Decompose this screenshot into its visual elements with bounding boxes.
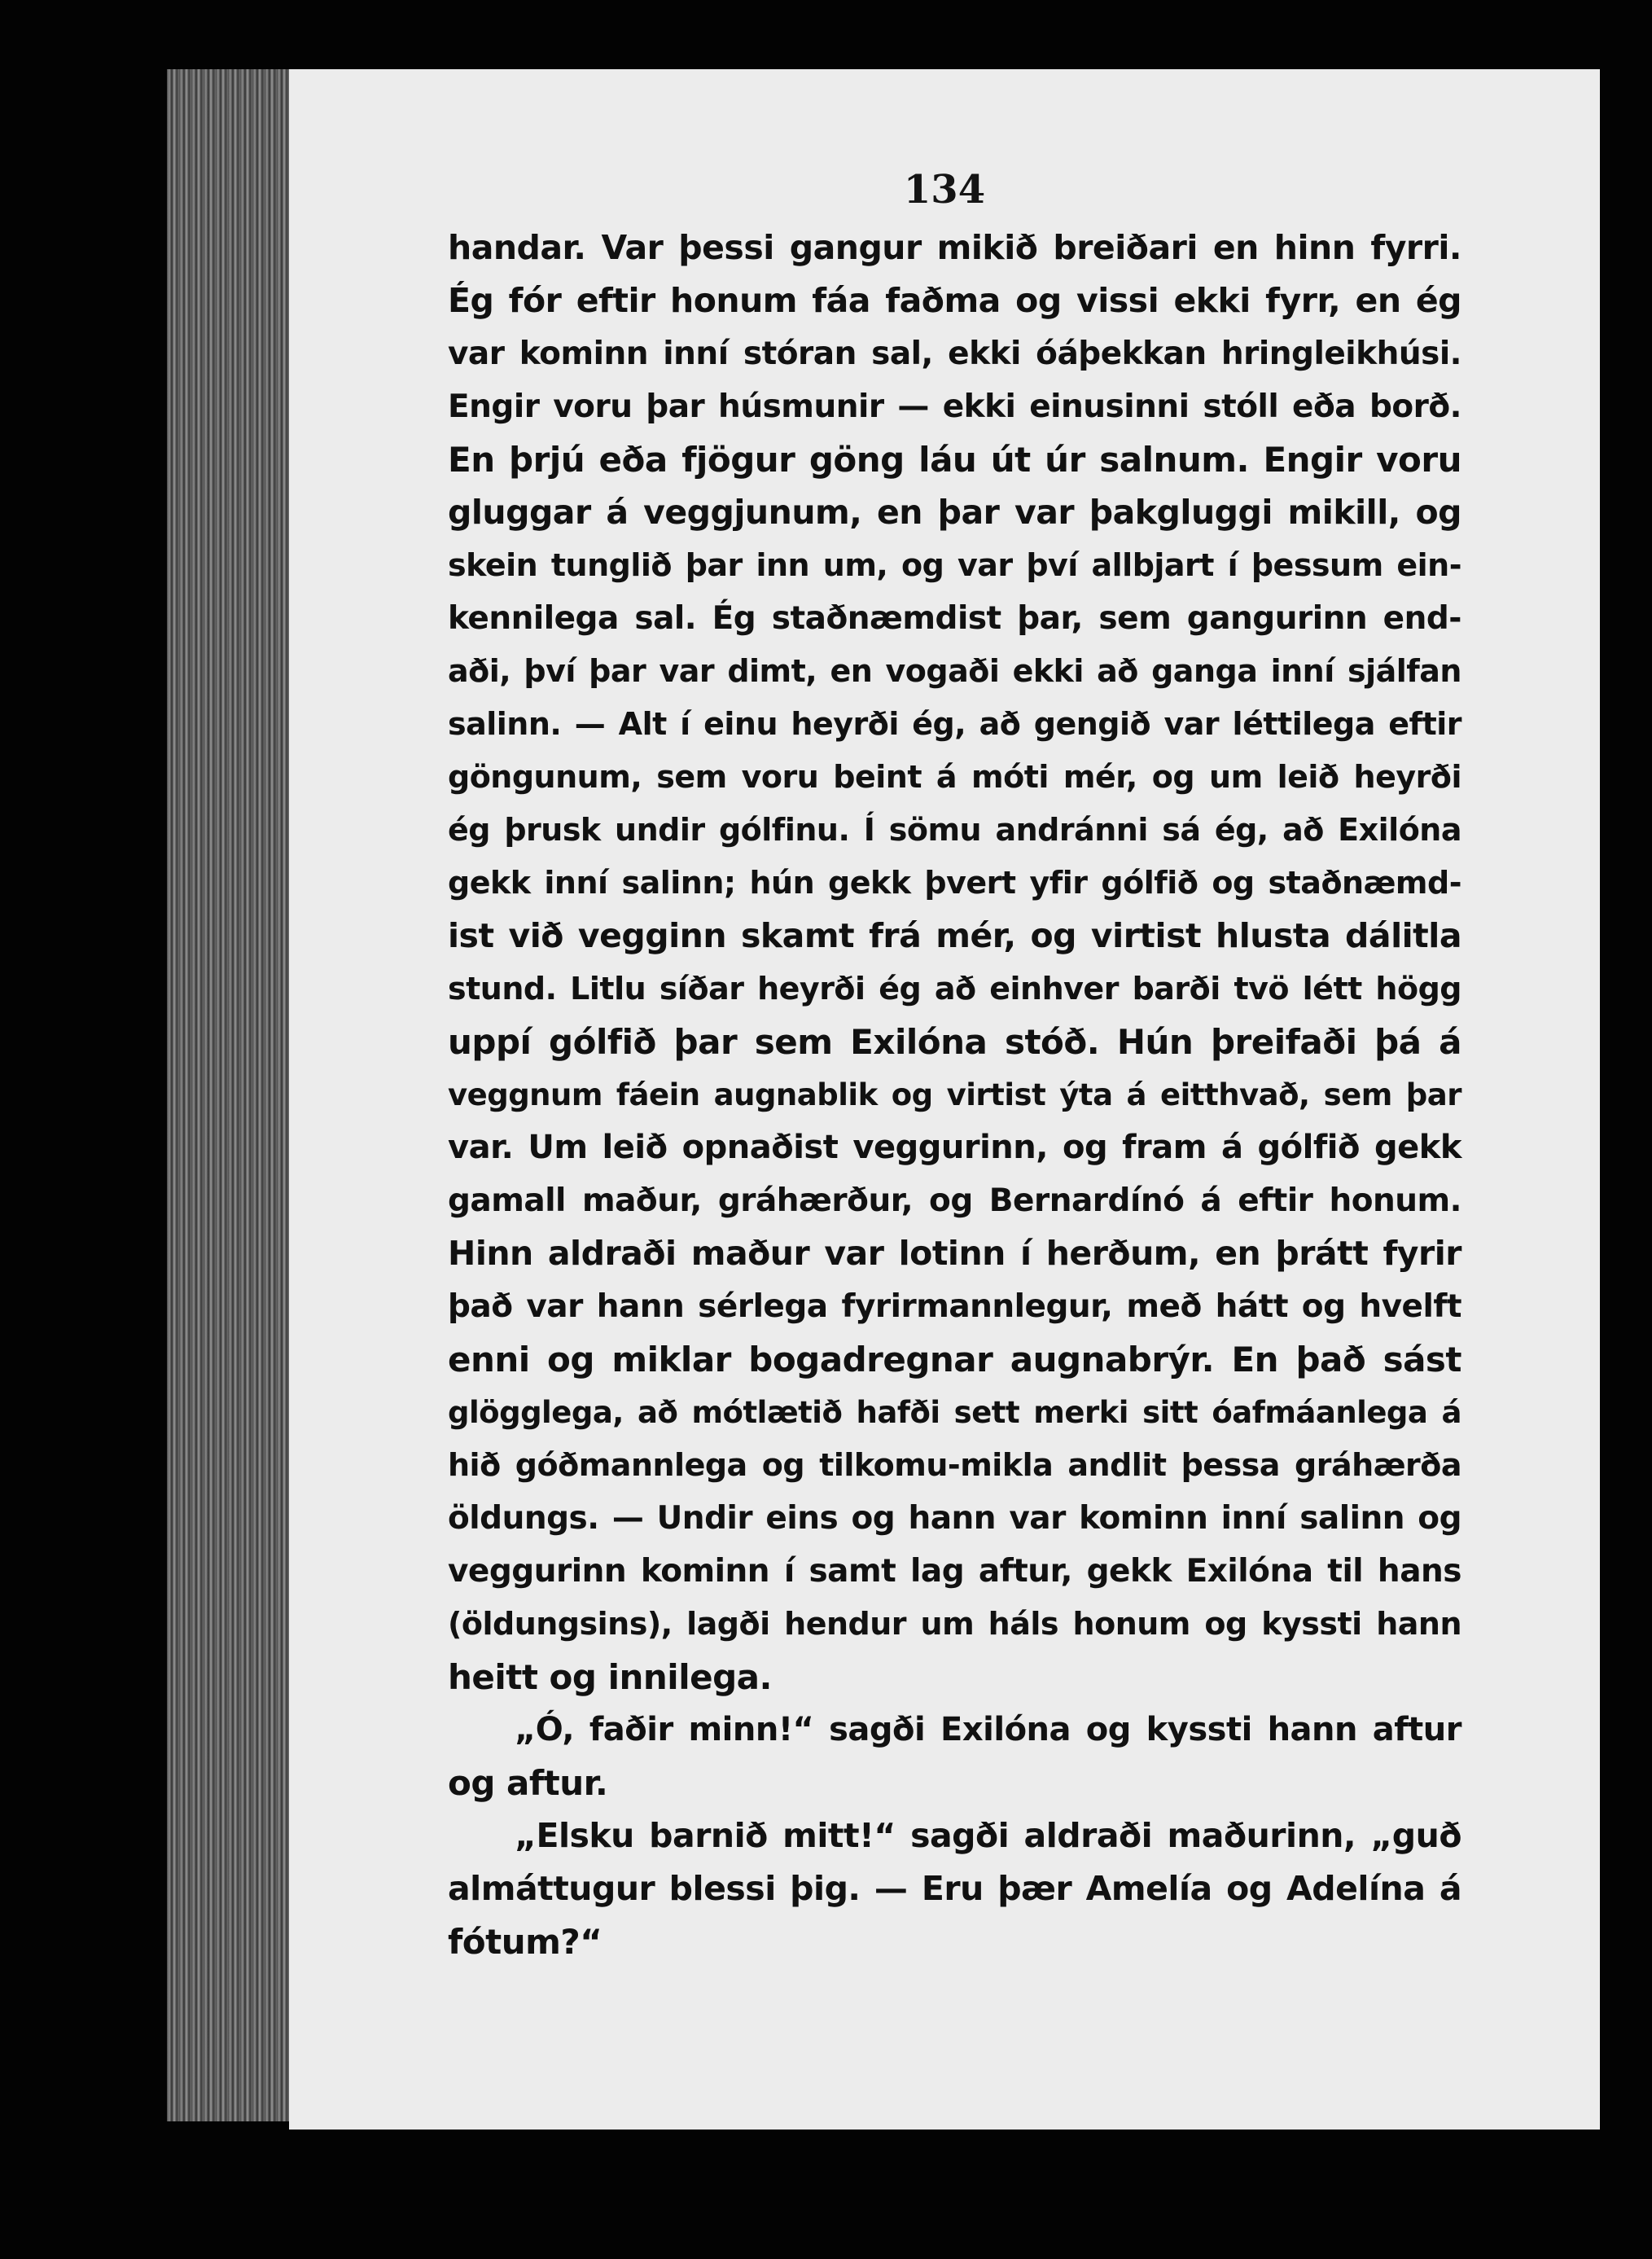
body-text [448, 222, 1461, 1968]
text-line: almáttugur blessi þig. — Eru þær Amelía og Adelína á [448, 1869, 1461, 1908]
text-line: veggnum fáein augnablik og virtist ýta á eitthvað, sem þar [448, 1077, 1461, 1112]
text-line: (öldungsins), lagði hendur um háls honum og kyssti hann [448, 1606, 1461, 1642]
text-line: gamall maður, gráhærður, og Bernardínó á eftir honum. [448, 1182, 1461, 1219]
text-line: gekk inní salinn; hún gekk þvert yfir gólfið og staðnæmd- [448, 865, 1461, 901]
text-line: og aftur. [448, 1763, 608, 1803]
text-line: það var hann sérlega fyrirmannlegur, með hátt og hvelft [448, 1288, 1461, 1325]
text-line: En þrjú eða fjögur göng láu út úr salnum. Engir voru [448, 440, 1461, 480]
text-line: öldungs. — Undir eins og hann var kominn inní salinn og [448, 1500, 1461, 1537]
text-line: enni og miklar bogadregnar augnabrýr. En það sást [448, 1340, 1461, 1380]
text-line: veggurinn kominn í samt lag aftur, gekk Exilóna til hans [448, 1553, 1461, 1590]
text-line: fótum?“ [448, 1922, 603, 1962]
text-line: Ég fór eftir honum fáa faðma og vissi ekki fyrr, en ég [448, 281, 1461, 320]
text-line: Hinn aldraði maður var lotinn í herðum, en þrátt fyrir [448, 1234, 1461, 1273]
text-line: uppí gólfið þar sem Exilóna stóð. Hún þreifaði þá á [448, 1022, 1461, 1062]
text-line: ist við vegginn skamt frá mér, og virtist hlusta dálitla [448, 916, 1461, 955]
text-line: var kominn inní stóran sal, ekki óáþekkan hringleikhúsi. [448, 336, 1461, 372]
text-line: „Ó, faðir minn!“ sagði Exilóna og kyssti hann aftur [515, 1711, 1461, 1748]
text-line: skein tunglið þar inn um, og var því allbjart í þessum ein- [448, 547, 1461, 583]
book-page-edges [167, 69, 301, 2121]
page-number: 134 [903, 167, 986, 213]
text-line: „Elsku barnið mitt!“ sagði aldraði maðurinn, „guð [515, 1816, 1461, 1855]
text-line: salinn. — Alt í einu heyrði ég, að gengið var léttilega eftir [448, 706, 1461, 742]
text-line: var. Um leið opnaðist veggurinn, og fram á gólfið gekk [448, 1129, 1461, 1166]
text-line: Engir voru þar húsmunir — ekki einusinni stóll eða borð. [448, 388, 1461, 425]
text-line: ég þrusk undir gólfinu. Í sömu andránni sá ég, að Exilóna [448, 812, 1461, 848]
text-line: glögglega, að mótlætið hafði sett merki sitt óafmáanlega á [448, 1395, 1461, 1430]
text-line: kennilega sal. Ég staðnæmdist þar, sem gangurinn end- [448, 600, 1461, 637]
text-line: heitt og innilega. [448, 1657, 772, 1697]
text-line: göngunum, sem voru beint á móti mér, og um leið heyrði [448, 759, 1461, 795]
text-line: aði, því þar var dimt, en vogaði ekki að ganga inní sjálfan [448, 653, 1461, 689]
text-line: stund. Litlu síðar heyrði ég að einhver barði tvö létt högg [448, 971, 1461, 1007]
text-line: handar. Var þessi gangur mikið breiðari en hinn fyrri. [448, 228, 1461, 267]
text-line: hið góðmannlega og tilkomu-mikla andlit þessa gráhærða [448, 1447, 1461, 1483]
text-line: gluggar á veggjunum, en þar var þakgluggi mikill, og [448, 493, 1461, 532]
